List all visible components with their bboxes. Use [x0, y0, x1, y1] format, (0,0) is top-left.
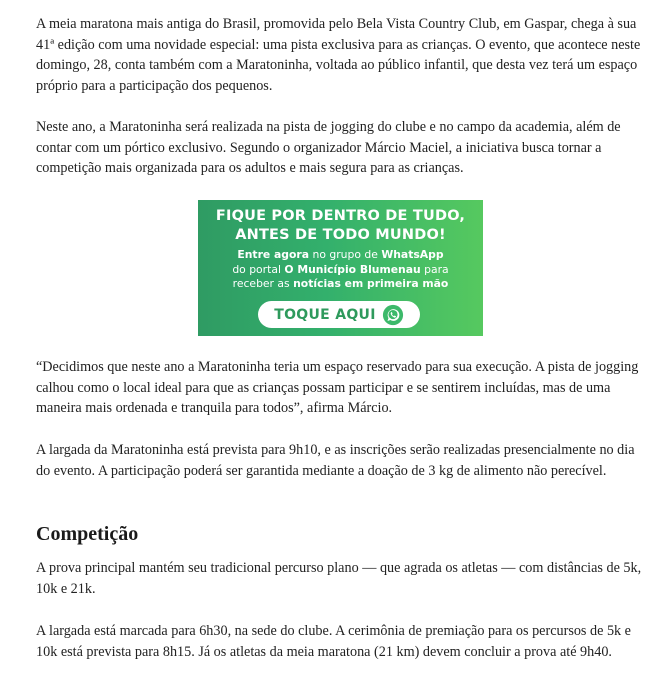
- whatsapp-group-banner[interactable]: [198, 200, 483, 336]
- tap-here-label: TOQUE AQUI: [274, 306, 376, 323]
- banner-text: no grupo de: [309, 248, 382, 261]
- banner-emphasis: notícias em primeira mão: [293, 277, 449, 290]
- section-heading: Competição: [36, 523, 139, 545]
- article-paragraph: A meia maratona mais antiga do Brasil, promovida pelo Bela Vista Country Club, em Gaspar, chega à sua 41ª edição com uma novidade especial: uma pista exclusiva para as crianças. O evento, que acontece neste domingo, 28, conta também com a Maratoninha, voltada ao público infantil, que desta vez terá um espaço próprio para a participação dos pequenos.: [36, 16, 641, 94]
- article-paragraph: A prova principal mantém seu tradicional percurso plano — que agrada os atletas — com distâncias de 5k, 10k e 21k.: [36, 560, 642, 597]
- banner-title: [198, 207, 483, 245]
- whatsapp-icon: [382, 304, 404, 326]
- banner-body-line: [198, 263, 483, 278]
- banner-emphasis: O Município Blumenau: [284, 262, 421, 276]
- article-paragraph: “Decidimos que neste ano a Maratoninha teria um espaço reservado para sua execução. A pista de jogging calhou como o local ideal para que as crianças possam participar e se sentirem incluídas, mas de uma maneira mais ordenada e tranquila para todos”, afirma Márcio.: [36, 359, 639, 416]
- banner-body-line: [198, 277, 483, 292]
- banner-title-line: ANTES DE TODO MUNDO!: [235, 227, 446, 243]
- article-paragraph: A largada da Maratoninha está prevista para 9h10, e as inscrições serão realizadas presencialmente no dia do evento. A participação poderá ser garantida mediante a doação de 3 kg de alimento não perecível.: [36, 442, 635, 479]
- banner-title-line: FIQUE POR DENTRO DE TUDO,: [215, 208, 466, 224]
- banner-text: para: [420, 262, 449, 276]
- banner-text: receber as: [232, 277, 294, 290]
- banner-emphasis: WhatsApp: [381, 248, 444, 261]
- banner-body: [198, 248, 483, 292]
- article-paragraph: Neste ano, a Maratoninha será realizada na pista de jogging do clube e no campo da academia, além de contar com um pórtico exclusivo. Segundo o organizador Márcio Maciel, a iniciativa busca tornar a competição mais organizada para os adultos e mais segura para as crianças.: [36, 119, 621, 176]
- banner-body-line: [198, 248, 483, 263]
- tap-here-button[interactable]: [258, 301, 420, 328]
- banner-text: do portal: [232, 262, 285, 276]
- banner-emphasis: Entre agora: [237, 248, 310, 261]
- article-paragraph: A largada está marcada para 6h30, na sede do clube. A cerimônia de premiação para os percursos de 5k e 10k está prevista para 8h15. Já os atletas da meia maratona (21 km) devem concluir a prova até 9h40.: [36, 623, 631, 660]
